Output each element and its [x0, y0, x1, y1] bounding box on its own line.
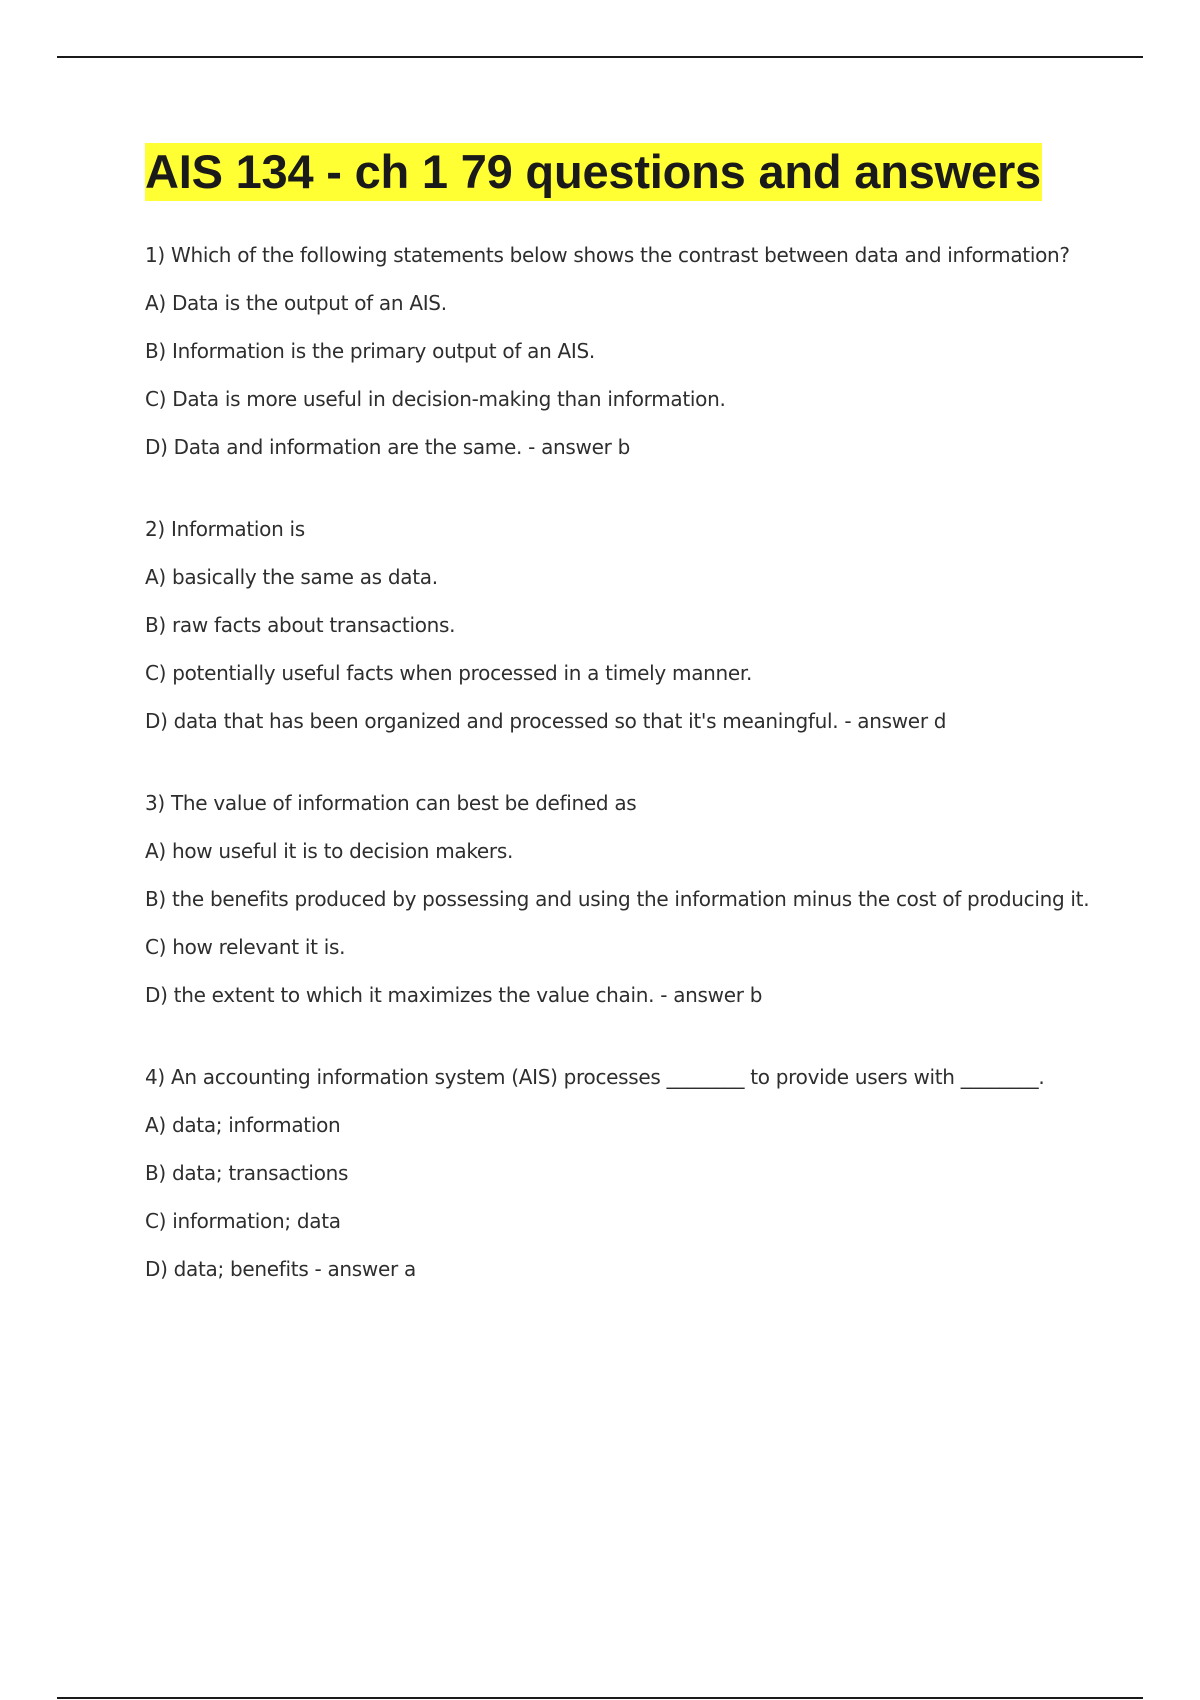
question-stem: 4) An accounting information system (AIS) processes ________ to provide users with ________. [145, 1065, 1045, 1089]
option-c: C) potentially useful facts when processed in a timely manner. [145, 661, 753, 685]
option-c: C) how relevant it is. [145, 935, 346, 959]
question-stem: 1) Which of the following statements below shows the contrast between data and information? [145, 243, 1070, 267]
document-title: AIS 134 - ch 1 79 questions and answers [145, 143, 1042, 201]
option-b: B) raw facts about transactions. [145, 613, 456, 637]
option-a: A) basically the same as data. [145, 565, 438, 589]
option-d: D) data; benefits - answer a [145, 1257, 416, 1281]
question-stem: 2) Information is [145, 517, 305, 541]
question-3 [145, 787, 1090, 1011]
question-2 [145, 513, 1090, 737]
option-b: B) the benefits produced by possessing and using the information minus the cost of producing it. [145, 887, 1090, 911]
option-a: A) Data is the output of an AIS. [145, 291, 447, 315]
option-d: D) the extent to which it maximizes the value chain. - answer b [145, 983, 763, 1007]
option-a: A) data; information [145, 1113, 341, 1137]
option-b: B) data; transactions [145, 1161, 349, 1185]
option-d: D) data that has been organized and processed so that it's meaningful. - answer d [145, 709, 947, 733]
option-d: D) Data and information are the same. - answer b [145, 435, 630, 459]
question-stem: 3) The value of information can best be defined as [145, 791, 637, 815]
top-rule [57, 56, 1143, 58]
option-a: A) how useful it is to decision makers. [145, 839, 514, 863]
option-c: C) Data is more useful in decision-making than information. [145, 387, 726, 411]
question-1 [145, 239, 1090, 463]
bottom-rule [57, 1697, 1143, 1699]
document-body [145, 143, 1090, 1335]
question-4 [145, 1061, 1090, 1285]
option-b: B) Information is the primary output of an AIS. [145, 339, 595, 363]
option-c: C) information; data [145, 1209, 341, 1233]
